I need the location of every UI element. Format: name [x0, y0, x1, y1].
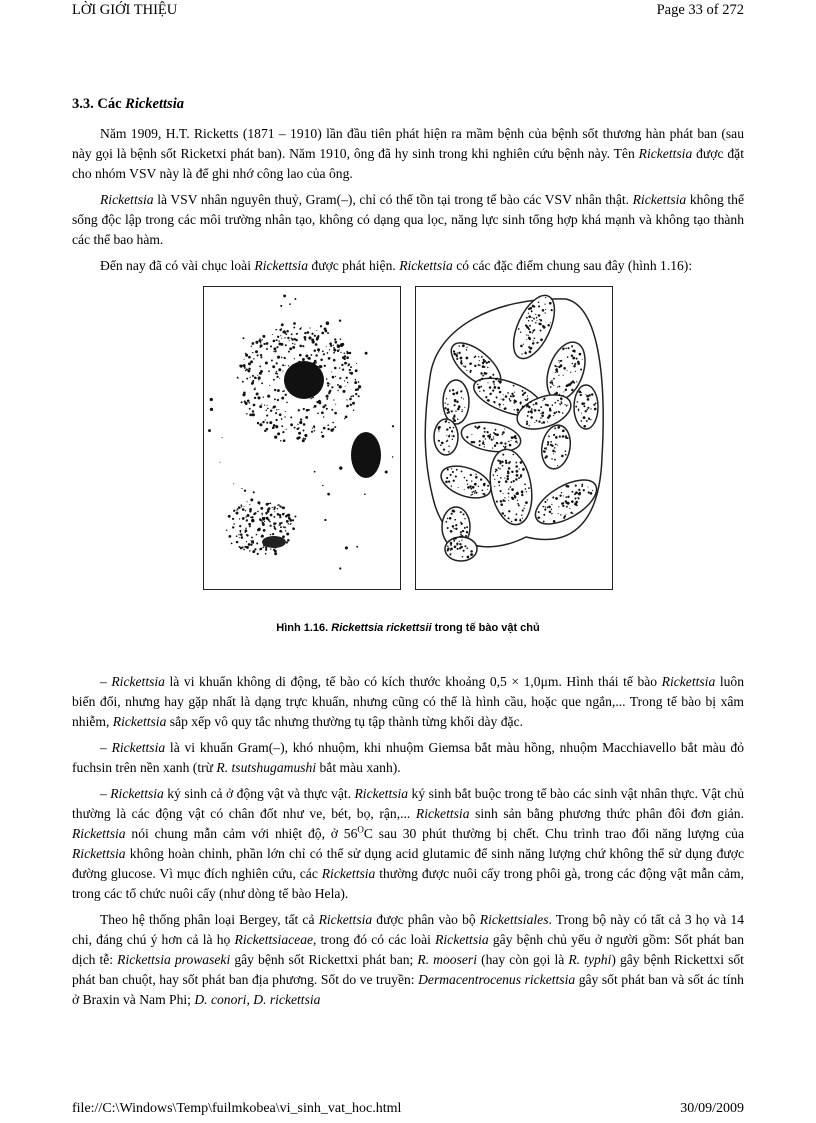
bullet-1: – Rickettsia là vi khuẩn không di động, tế bào có kích thước khoảng 0,5 × 1,0μm. Hình thái tế bào Rickettsia luôn biến đổi, nhưng hay gặp nhất là dạng trực khuẩn, nhưng cũng có thể là hình cầu, hoặc que ngắn,... Trong tế bào bị xâm nhiễm, Rickettsia sắp xếp vô quy tắc nhưng thường tụ tập thành từng khối dày đặc.	[72, 674, 744, 729]
page-content	[72, 94, 744, 1016]
print-date: 30/09/2009	[680, 1101, 744, 1116]
cell-nucleus	[351, 432, 381, 478]
figure-1-16	[72, 286, 744, 590]
rickettsia-cluster-illustration	[416, 287, 612, 589]
bullet-2: – Rickettsia là vi khuẩn Gram(–), khó nhuộm, khi nhuộm Giemsa bắt màu hồng, nhuộm Macchiavello bắt màu đỏ fuchsin trên nền xanh (trừ R. tsutshugamushi bắt màu xanh).	[72, 740, 744, 775]
paragraph-3: Đến nay đã có vài chục loài Rickettsia được phát hiện. Rickettsia có các đặc điểm chung sau đây (hình 1.16):	[100, 258, 693, 273]
rickettsia-rods	[434, 289, 603, 561]
file-path: file://C:\Windows\Temp\fuilmkobea\vi_sinh_vat_hoc.html	[72, 1101, 402, 1116]
host-cells-illustration	[204, 287, 400, 589]
cell-nucleus	[284, 361, 324, 399]
paragraph-1: Năm 1909, H.T. Ricketts (1871 – 1910) lần đầu tiên phát hiện ra mầm bệnh của bệnh sốt thương hàn phát ban (sau này gọi là bệnh sốt Ricketxi phát ban). Năm 1910, ông đã hy sinh trong khi nghiên cứu bệnh này. Tên Rickettsia được đặt cho nhóm VSV này là để ghi nhớ công lao của ông.	[72, 126, 744, 181]
figure-panel-left	[203, 286, 401, 590]
paragraph-2: Rickettsia là VSV nhân nguyên thuỷ, Gram(–), chỉ có thể tồn tại trong tế bào các VSV nhân thật. Rickettsia không thể sống độc lập trong các môi trường nhân tạo, không có dạng qua lọc, năng lực sinh tổng hợp khá mạnh và không tạo thành các thể bao hàm.	[72, 192, 744, 247]
header-title: LỜI GIỚI THIỆU	[72, 2, 178, 18]
section-heading: 3.3. Các Rickettsia	[72, 96, 184, 112]
cell-nucleus	[262, 536, 286, 548]
bullet-3: – Rickettsia ký sinh cả ở động vật và thực vật. Rickettsia ký sinh bắt buộc trong tế bào các sinh vật nhân thực. Vật chủ thường là các động vật có chân đốt như ve, bét, bọ, rận,... Rickettsia sinh sản bằng phương thức phân đôi đơn giản. Rickettsia nói chung mẫn cảm với nhiệt độ, ở $56^OC$ sau 30 phút thường bị chết. Chu trình trao đổi năng lượng của Rickettsia không hoàn chỉnh, phần lớn chỉ có thể sử dụng acid glutamic để sinh năng lượng chứ không thể sử dụng được đường glucose. Vì mục đích nghiên cứu, các Rickettsia thường được nuôi cấy trong phôi gà, trong các động vật mẫn cảm, trong các tổ chức nuôi cấy (như dòng tế bào Hela).	[72, 786, 744, 901]
paragraph-4: Theo hệ thống phân loại Bergey, tất cả Rickettsia được phân vào bộ Rickettsiales. Trong bộ này có tất cả 3 họ và 14 chi, đáng chú ý hơn cả là họ Rickettsiaceae, trong đó có các loài Rickettsia gây bệnh chủ yếu ở người gồm: Sốt phát ban dịch tễ: Rickettsia prowaseki gây bệnh sốt Rickettxi phát ban; R. mooseri (hay còn gọi là R. typhi) gây bệnh Rickettxi sốt phát ban chuột, hay sốt phát ban địa phương. Sốt do ve truyền: Dermacentrocenus rickettsia gây sốt phát ban và sốt ác tính ở Braxin và Nam Phi; D. conori, D. rickettsia	[72, 912, 744, 1007]
figure-panel-right	[415, 286, 613, 590]
figure-caption: Hình 1.16. Rickettsia rickettsii trong tế bào vật chủ	[276, 622, 540, 634]
page-number: Page 33 of 272	[656, 2, 744, 18]
